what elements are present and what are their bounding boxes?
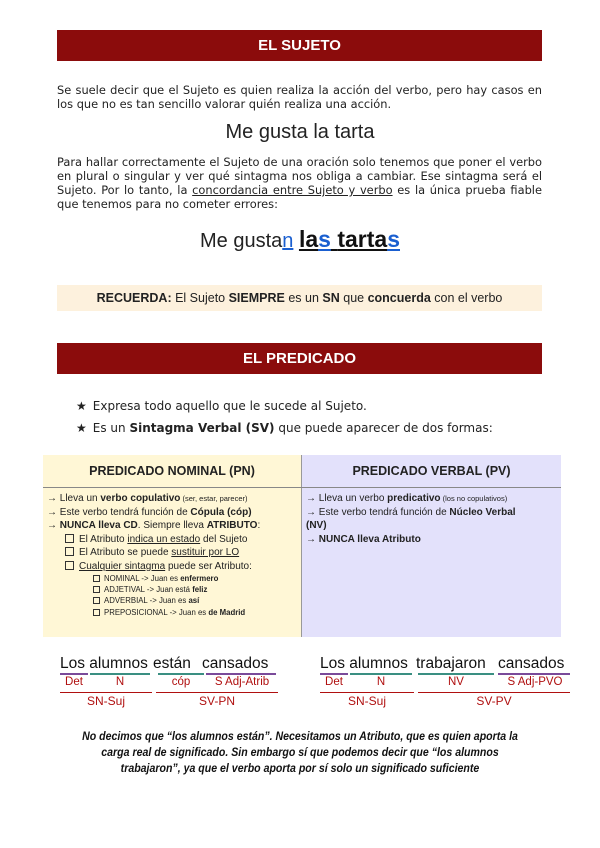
pn-t3-pre: ADVERBIAL -> Juan es <box>104 596 189 606</box>
pv-l1-pre: Lleva un verbo <box>316 493 388 504</box>
pn-l2-bold: Cópula (cóp) <box>190 506 252 518</box>
concordance-paragraph <box>57 155 542 211</box>
pn-phrase-bar-sn <box>60 692 152 693</box>
note-k2: SIEMPRE <box>228 291 285 305</box>
pv-phrase-sn: SN-Suj <box>347 694 386 708</box>
pn-sub-3 <box>47 560 299 574</box>
pn-word-verb: están <box>153 655 191 672</box>
example-sentence-singular: Me gusta la tarta <box>225 121 375 143</box>
pn-s1-pre: El Atributo <box>79 533 128 545</box>
pv-line-1 <box>306 492 559 506</box>
pv-line-2 <box>306 506 559 520</box>
bullet-item <box>76 417 493 439</box>
arrow-icon: → <box>47 493 57 504</box>
pn-phrase-bar-sv <box>156 692 278 693</box>
closing-explanation: No decimos que “los alumnos están”. Necesitamos un Atributo, que es quien aporta la carga real de significado. Sin embargo sí que podemos decir que “los alumnos trabajaron”, ya que el verbo aporta por sí solo un significado suficiente <box>82 731 518 775</box>
pn-line-1 <box>47 492 299 506</box>
pv-phrase-bar-sv <box>418 692 570 693</box>
pn-word-attr: cansados <box>202 655 269 672</box>
ex2-verb-stem: Me gusta <box>200 230 283 252</box>
pn-t3-b: así <box>188 596 200 606</box>
pn-t2-pre: ADJETIVAL -> Juan está <box>104 585 193 595</box>
pv-phrase-bar-sn <box>320 692 414 693</box>
pn-t1-pre: NOMINAL -> Juan es <box>104 574 181 583</box>
pv-line-2b <box>306 519 559 533</box>
ex2-noun: tarta <box>337 226 388 252</box>
concordance-highlight: concordancia entre Sujeto y verbo <box>192 183 393 197</box>
pv-l2b-bold: (NV) <box>306 520 327 531</box>
pn-t4-pre: PREPOSICIONAL -> Juan es <box>104 607 209 617</box>
star-icon: ★ <box>76 399 87 413</box>
pv-phrase-sv: SV-PV <box>476 694 512 708</box>
pn-s3-u: Cualquier sintagma <box>79 560 166 572</box>
arrow-icon: → <box>306 533 316 545</box>
note-t3: que <box>339 291 368 305</box>
pn-l3-bold: NUNCA lleva CD <box>57 520 138 531</box>
pn-l3-end: : <box>257 520 261 531</box>
section-title-sujeto: EL SUJETO <box>57 30 542 61</box>
pn-t4-b: de Madrid <box>208 607 246 617</box>
para-text: Para hallar correctamente el Sujeto de una oración solo tenemos que poner el verbo en plural o singular y ver qué sintagma nos obliga a cambiar. Ese sintagma será el Sujeto. Por lo tanto, la <box>57 155 542 197</box>
pn-l1-pre: Lleva un <box>57 493 101 504</box>
checkbox-icon <box>93 597 100 604</box>
bullet-text-2c: que puede aparecer de dos formas: <box>274 421 493 435</box>
checkbox-icon <box>93 609 100 616</box>
pn-s1-u: indica un estado <box>127 533 201 545</box>
checkbox-icon <box>93 575 100 582</box>
checkbox-icon <box>65 534 74 543</box>
pv-line-3 <box>306 533 559 547</box>
note-t4: con el verbo <box>430 291 503 305</box>
note-k4: concuerda <box>367 291 431 305</box>
pn-s3-post: puede ser Atributo: <box>165 560 252 572</box>
bullet-text-1: Expresa todo aquello que le sucede al Sujeto. <box>92 399 367 413</box>
pn-type-adverbial <box>47 595 299 606</box>
ex2-noun-plural-mark: s <box>387 226 400 252</box>
pn-l2-pre: Este verbo tendrá función de <box>57 506 191 518</box>
ex2-verb-plural-mark: n <box>282 230 294 252</box>
arrow-icon: → <box>47 506 57 518</box>
pv-word-verb: trabajaron <box>416 655 486 672</box>
checkbox-icon <box>65 547 74 556</box>
pv-l3-bold: NUNCA lleva Atributo <box>316 533 421 545</box>
pn-type-adjetival <box>47 584 299 595</box>
arrow-icon: → <box>306 506 316 518</box>
predicate-bullets <box>76 395 493 439</box>
checkbox-icon <box>93 586 100 593</box>
note-k3: SN <box>322 291 340 305</box>
analysis-pv <box>320 655 575 715</box>
pn-line-2 <box>47 506 299 520</box>
pn-header: PREDICADO NOMINAL (PN) <box>43 455 302 488</box>
pn-t1-b: enfermero <box>180 574 219 583</box>
pn-type-preposicional <box>47 607 299 618</box>
note-t1: El Sujeto <box>171 291 229 305</box>
pv-tag-nv: NV <box>448 676 464 688</box>
bullet-text-2b: Sintagma Verbal (SV) <box>129 421 275 435</box>
pn-line-3 <box>47 519 299 533</box>
pv-l2-bold: Núcleo Verbal <box>449 506 516 518</box>
reminder-box <box>57 285 542 311</box>
star-icon: ★ <box>76 421 87 435</box>
checkbox-icon <box>65 561 74 570</box>
para-text-end: es la única prueba fiable que tenemos para no cometer errores: <box>57 183 542 211</box>
pn-s2-u: sustituir por LO <box>171 547 240 558</box>
pn-l3-mid: . Siempre lleva <box>137 520 207 531</box>
pv-l2-pre: Este verbo tendrá función de <box>316 506 450 518</box>
pn-tag-det: Det <box>65 676 83 688</box>
pn-tag-attr: S Adj-Atrib <box>214 676 270 688</box>
arrow-icon: → <box>47 520 57 531</box>
pn-sub-2 <box>47 546 299 560</box>
pn-t2-b: feliz <box>192 585 208 595</box>
pn-l1-bold: verbo copulativo <box>100 493 181 504</box>
pv-cell <box>302 488 562 638</box>
pn-s1-post: del Sujeto <box>200 533 248 545</box>
pv-l1-small: (los no copulativos) <box>440 494 508 503</box>
arrow-icon: → <box>306 493 316 504</box>
reminder-label: RECUERDA: <box>96 291 172 305</box>
pn-tag-n: N <box>115 676 125 688</box>
pv-word-pvo: cansados <box>498 655 565 672</box>
analysis-pn <box>60 655 280 715</box>
example-sentence-plural <box>0 226 600 253</box>
pn-tag-cop: cóp <box>171 676 191 688</box>
predicate-comparison-table <box>43 455 561 637</box>
pv-tag-det: Det <box>325 676 343 688</box>
pn-phrase-sn: SN-Suj <box>86 694 125 708</box>
pv-tag-pvo: S Adj-PVO <box>507 676 563 688</box>
pv-word-subject: Los alumnos <box>320 655 408 672</box>
ex2-det: la <box>298 226 319 252</box>
bullet-text-2a: Es un <box>92 421 130 435</box>
pn-type-nominal <box>47 573 299 584</box>
intro-paragraph: Se suele decir que el Sujeto es quien realiza la acción del verbo, pero hay casos en los que no es tan sencillo valorar quién realiza una acción. <box>57 83 542 111</box>
ex2-subject <box>299 226 400 252</box>
note-t2: es un <box>284 291 323 305</box>
pv-l1-bold: predicativo <box>387 493 441 504</box>
section-title-predicado: EL PREDICADO <box>57 343 542 374</box>
ex2-det-plural-mark: s <box>318 226 331 252</box>
pn-l1-small: (ser, estar, parecer) <box>180 494 248 503</box>
pn-l3-bold2: ATRIBUTO <box>206 520 258 531</box>
pn-s2-pre: El Atributo se puede <box>79 547 172 558</box>
pn-phrase-sv: SV-PN <box>198 694 235 708</box>
bullet-item <box>76 395 493 417</box>
pn-cell <box>43 488 302 638</box>
pv-tag-n: N <box>376 676 386 688</box>
pv-header: PREDICADO VERBAL (PV) <box>302 455 562 488</box>
pn-sub-1 <box>47 533 299 547</box>
pn-word-subject: Los alumnos <box>60 655 148 672</box>
